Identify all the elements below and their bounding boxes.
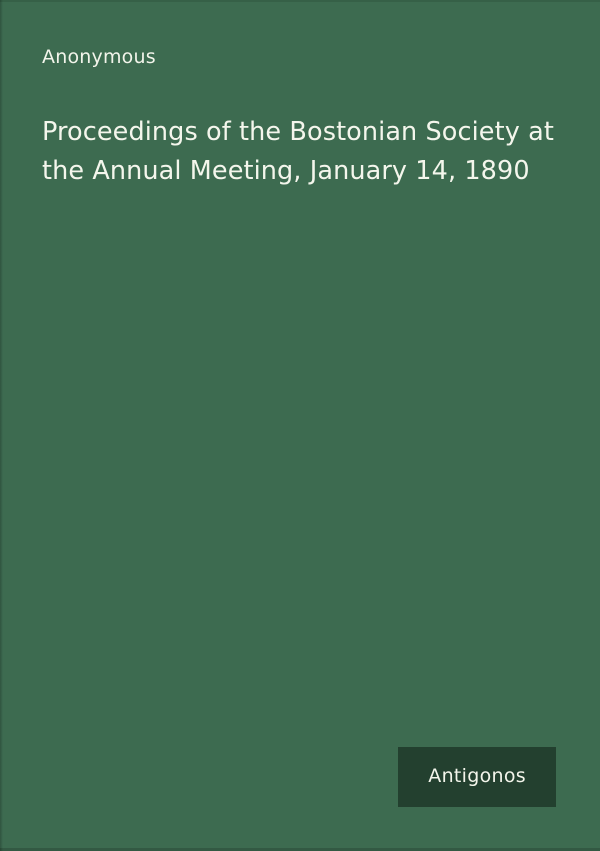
publisher-badge: Antigonos: [398, 747, 556, 807]
book-author: Anonymous: [42, 46, 156, 68]
book-title: Proceedings of the Bostonian Society at the Annual Meeting, January 14, 1890: [42, 116, 554, 186]
cover-top-edge: [0, 0, 600, 2]
cover-spine-edge: [0, 0, 3, 851]
publisher-area: [398, 747, 556, 807]
